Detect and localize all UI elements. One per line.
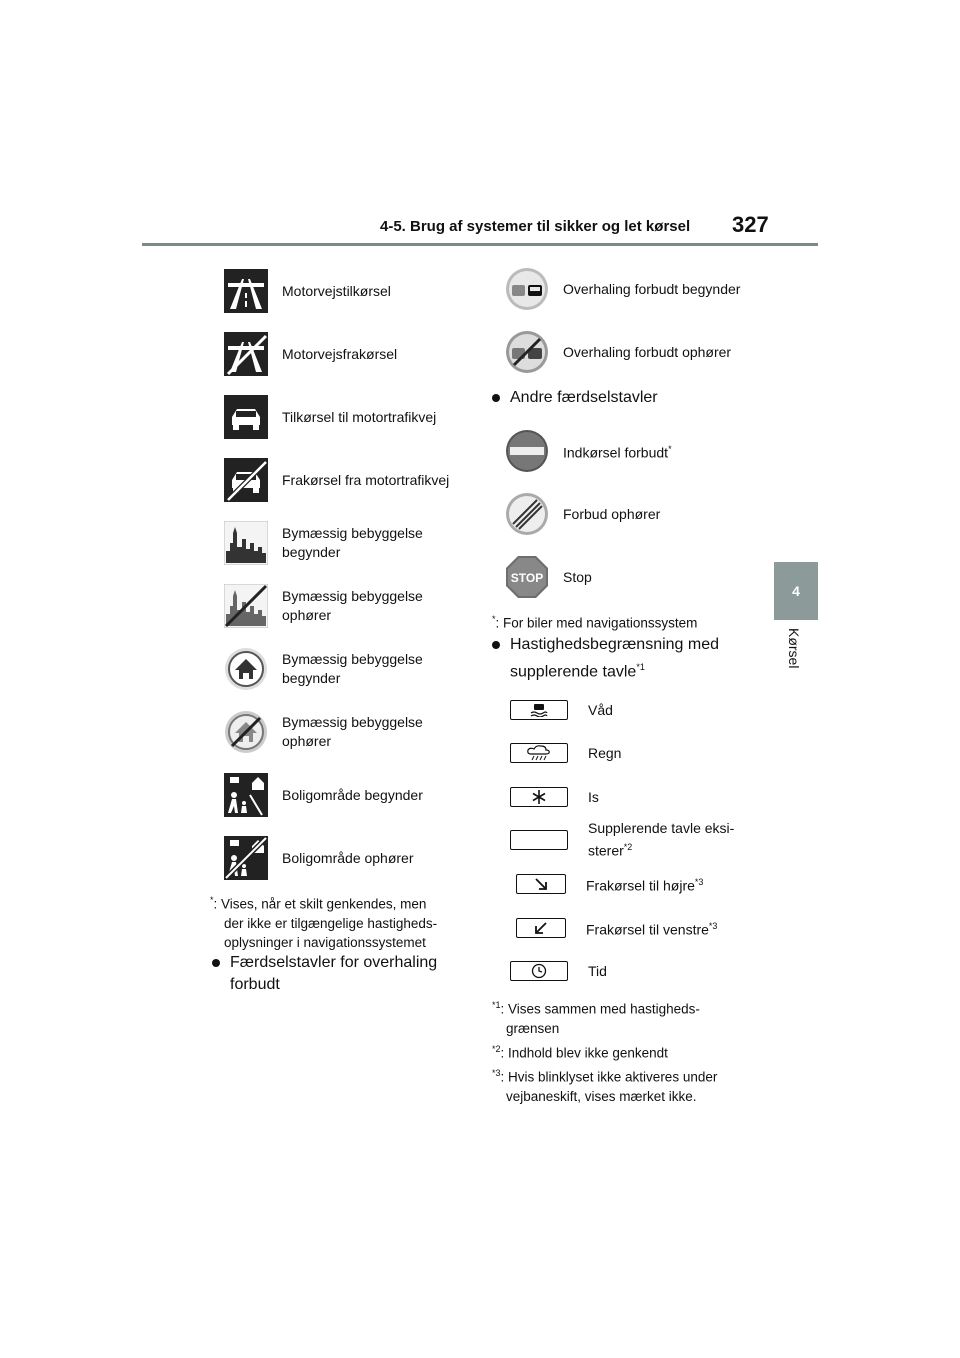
- town-end-icon: [224, 710, 268, 754]
- supplement-plate: [516, 874, 566, 894]
- bullet-icon: [212, 959, 220, 967]
- sign-label: Stop: [563, 568, 592, 585]
- sign-row: [224, 521, 442, 565]
- sign-label: Motorvejsfrakørsel: [282, 345, 398, 362]
- snowflake-icon: [532, 790, 546, 804]
- footnote-nav: *: For biler med navigationssystem: [492, 614, 698, 631]
- sign-label: Overhaling forbudt begynder: [563, 280, 741, 297]
- chapter-tab-label: Kørsel: [786, 628, 802, 669]
- heading-speed-limit: Hastighedsbegrænsning med supplerende tavle$^{*1}$: [492, 634, 719, 683]
- sign-row: [224, 458, 449, 502]
- supplement-label: Våd: [588, 701, 613, 718]
- sign-label: Bymæssig bebyggelse begynder: [282, 525, 423, 560]
- motorway-start-icon: [224, 269, 268, 313]
- supplement-label: Frakørsel til venstre$^{*3}$: [586, 921, 718, 938]
- sign-row: [224, 836, 414, 880]
- sign-label: Bymæssig bebyggelse ophører: [282, 588, 423, 623]
- stop-sign-text: STOP: [510, 571, 544, 585]
- stop-sign-icon: [505, 555, 549, 599]
- motorway-end-icon: [224, 332, 268, 376]
- supplement-row: [510, 819, 734, 861]
- sign-label: Overhaling forbudt ophører: [563, 343, 732, 360]
- sign-label: Boligområde begynder: [282, 786, 423, 803]
- footnote-1: $^{*1}$: Vises sammen med hastigheds- grænsen: [492, 1000, 700, 1036]
- sign-row: [505, 330, 731, 374]
- no-entry-icon: [505, 429, 549, 473]
- footnote-left: *: Vises, når et skilt genkendes, men der ikke er tilgængelige hastigheds- oplysninger i navigationssystemet: [210, 895, 438, 950]
- sign-label: Bymæssig bebyggelse begynder: [282, 651, 423, 686]
- supplement-plate: [516, 918, 566, 938]
- expressway-start-icon: [224, 395, 268, 439]
- sign-row: [505, 492, 660, 536]
- blank-plate-icon: [510, 830, 568, 850]
- wet-road-icon: [530, 703, 548, 717]
- clock-icon: [531, 963, 547, 979]
- supplement-row: [510, 743, 621, 763]
- supplement-label: Is: [588, 788, 599, 805]
- sign-label: Forbud ophører: [563, 505, 661, 522]
- supplement-plate: [510, 700, 568, 720]
- heading-overtaking: Færdselstavler for overhaling forbudt: [212, 952, 437, 996]
- sign-label: Tilkørsel til motortrafikvej: [282, 408, 437, 425]
- arrow-down-right-icon: [534, 877, 548, 891]
- sign-row: [224, 584, 442, 628]
- arrow-down-left-icon: [534, 921, 548, 935]
- sign-label: Bymæssig bebyggelse ophører: [282, 714, 423, 749]
- supplement-plate: [510, 743, 568, 763]
- city-start-icon: [224, 521, 268, 565]
- sign-row: [224, 395, 436, 439]
- expressway-end-icon: [224, 458, 268, 502]
- supplement-label: Regn: [588, 744, 622, 761]
- no-overtaking-start-icon: [505, 267, 549, 311]
- rain-cloud-icon: [526, 745, 552, 761]
- sign-row: [224, 332, 397, 376]
- section-title: 4-5. Brug af systemer til sikker og let kørsel: [380, 218, 691, 235]
- sign-label: Boligområde ophører: [282, 849, 414, 866]
- supplement-row: [510, 961, 607, 981]
- supplement-row: [516, 873, 703, 896]
- sign-row: [505, 267, 740, 311]
- footnote-2: $^{*2}$: Indhold blev ikke genkendt: [492, 1044, 668, 1061]
- sign-row: [224, 773, 423, 817]
- no-overtaking-end-icon: [505, 330, 549, 374]
- chapter-tab[interactable]: 4: [774, 562, 818, 620]
- supplement-row: [516, 917, 717, 940]
- supplement-plate: [510, 961, 568, 981]
- sign-label: Frakørsel fra motortrafikvej: [282, 471, 450, 488]
- sign-row: [505, 429, 672, 473]
- bullet-icon: [492, 394, 500, 402]
- bullet-icon: [492, 641, 500, 649]
- sign-label: Motorvejstilkørsel: [282, 282, 391, 299]
- sign-row: [224, 269, 391, 313]
- supplement-row: [510, 787, 599, 807]
- supplement-label: Frakørsel til højre$^{*3}$: [586, 877, 704, 894]
- page-number: 327: [732, 212, 769, 237]
- residential-end-icon: [224, 836, 268, 880]
- sign-row: [224, 647, 442, 691]
- heading-other-signs: Andre færdselstavler: [492, 387, 658, 409]
- sign-row: [224, 710, 442, 754]
- supplement-row: [510, 700, 613, 720]
- residential-start-icon: [224, 773, 268, 817]
- sign-label: Indkørsel forbudt*: [563, 443, 672, 461]
- footnote-3: $^{*3}$: Hvis blinklyset ikke aktiveres under vejbaneskift, vises mærket ikke.: [492, 1068, 718, 1104]
- city-end-icon: [224, 584, 268, 628]
- supplement-plate: [510, 787, 568, 807]
- supplement-label: Supplerende tavle eksi- sterer$^{*2}$: [588, 820, 735, 859]
- end-of-restrictions-icon: [505, 492, 549, 536]
- town-start-icon: [224, 647, 268, 691]
- supplement-label: Tid: [588, 962, 607, 979]
- header-divider: [142, 243, 818, 246]
- sign-row: [505, 555, 592, 599]
